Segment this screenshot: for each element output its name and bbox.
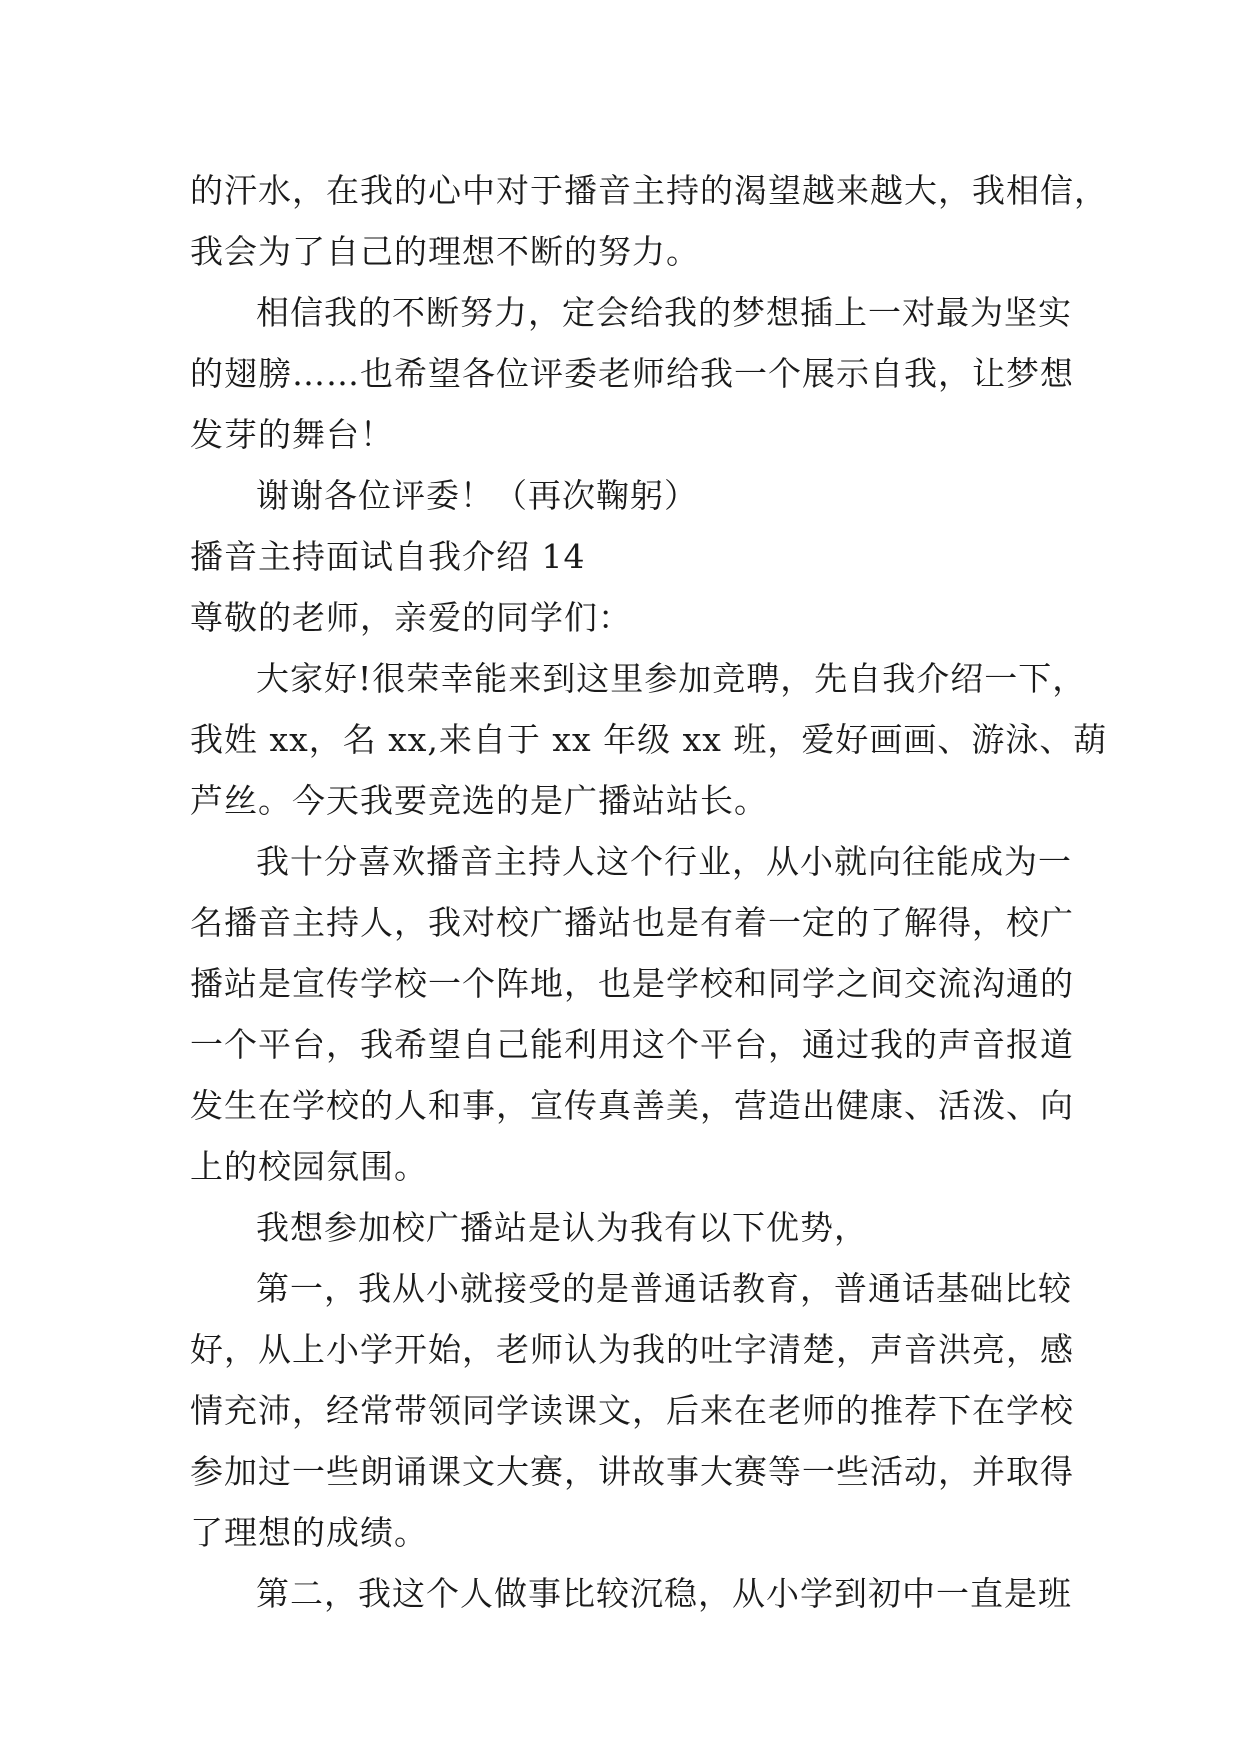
text-line: 好，从上小学开始，老师认为我的吐字清楚，声音洪亮，感 [190, 1330, 1074, 1369]
document-body [190, 160, 1108, 1624]
text-line: 发生在学校的人和事，宣传真善美，营造出健康、活泼、向 [190, 1086, 1074, 1125]
text-line: 播站是宣传学校一个阵地，也是学校和同学之间交流沟通的 [190, 964, 1074, 1003]
text-line: 相信我的不断努力，定会给我的梦想插上一对最为坚实 [256, 293, 1072, 332]
text-line: 我会为了自己的理想不断的努力。 [190, 232, 700, 271]
text-line: 我姓 xx，名 xx,来自于 xx 年级 xx 班，爱好画画、游泳、葫 [190, 720, 1108, 759]
text-line: 大家好!很荣幸能来到这里参加竞聘，先自我介绍一下， [256, 659, 1087, 698]
text-line: 情充沛，经常带领同学读课文，后来在老师的推荐下在学校 [190, 1391, 1074, 1430]
text-line: 我十分喜欢播音主持人这个行业，从小就向往能成为一 [256, 842, 1072, 881]
text-line: 参加过一些朗诵课文大赛，讲故事大赛等一些活动，并取得 [190, 1452, 1074, 1491]
text-line: 上的校园氛围。 [190, 1147, 428, 1186]
text-line: 发芽的舞台！ [190, 415, 394, 454]
text-line: 了理想的成绩。 [190, 1513, 428, 1552]
text-line: 第一，我从小就接受的是普通话教育，普通话基础比较 [256, 1269, 1072, 1308]
section-heading: 播音主持面试自我介绍 14 [190, 537, 586, 576]
text-line: 的翅膀……也希望各位评委老师给我一个展示自我，让梦想 [190, 354, 1074, 393]
salutation: 尊敬的老师，亲爱的同学们： [190, 598, 632, 637]
text-line: 我想参加校广播站是认为我有以下优势， [256, 1208, 868, 1247]
text-line: 芦丝。今天我要竞选的是广播站站长。 [190, 781, 768, 820]
text-line: 一个平台，我希望自己能利用这个平台，通过我的声音报道 [190, 1025, 1074, 1064]
text-line: 谢谢各位评委！（再次鞠躬） [256, 476, 698, 515]
text-line: 的汗水，在我的心中对于播音主持的渴望越来越大，我相信， [190, 171, 1108, 210]
text-line: 第二，我这个人做事比较沉稳，从小学到初中一直是班 [256, 1574, 1072, 1613]
text-line: 名播音主持人，我对校广播站也是有着一定的了解得，校广 [190, 903, 1074, 942]
